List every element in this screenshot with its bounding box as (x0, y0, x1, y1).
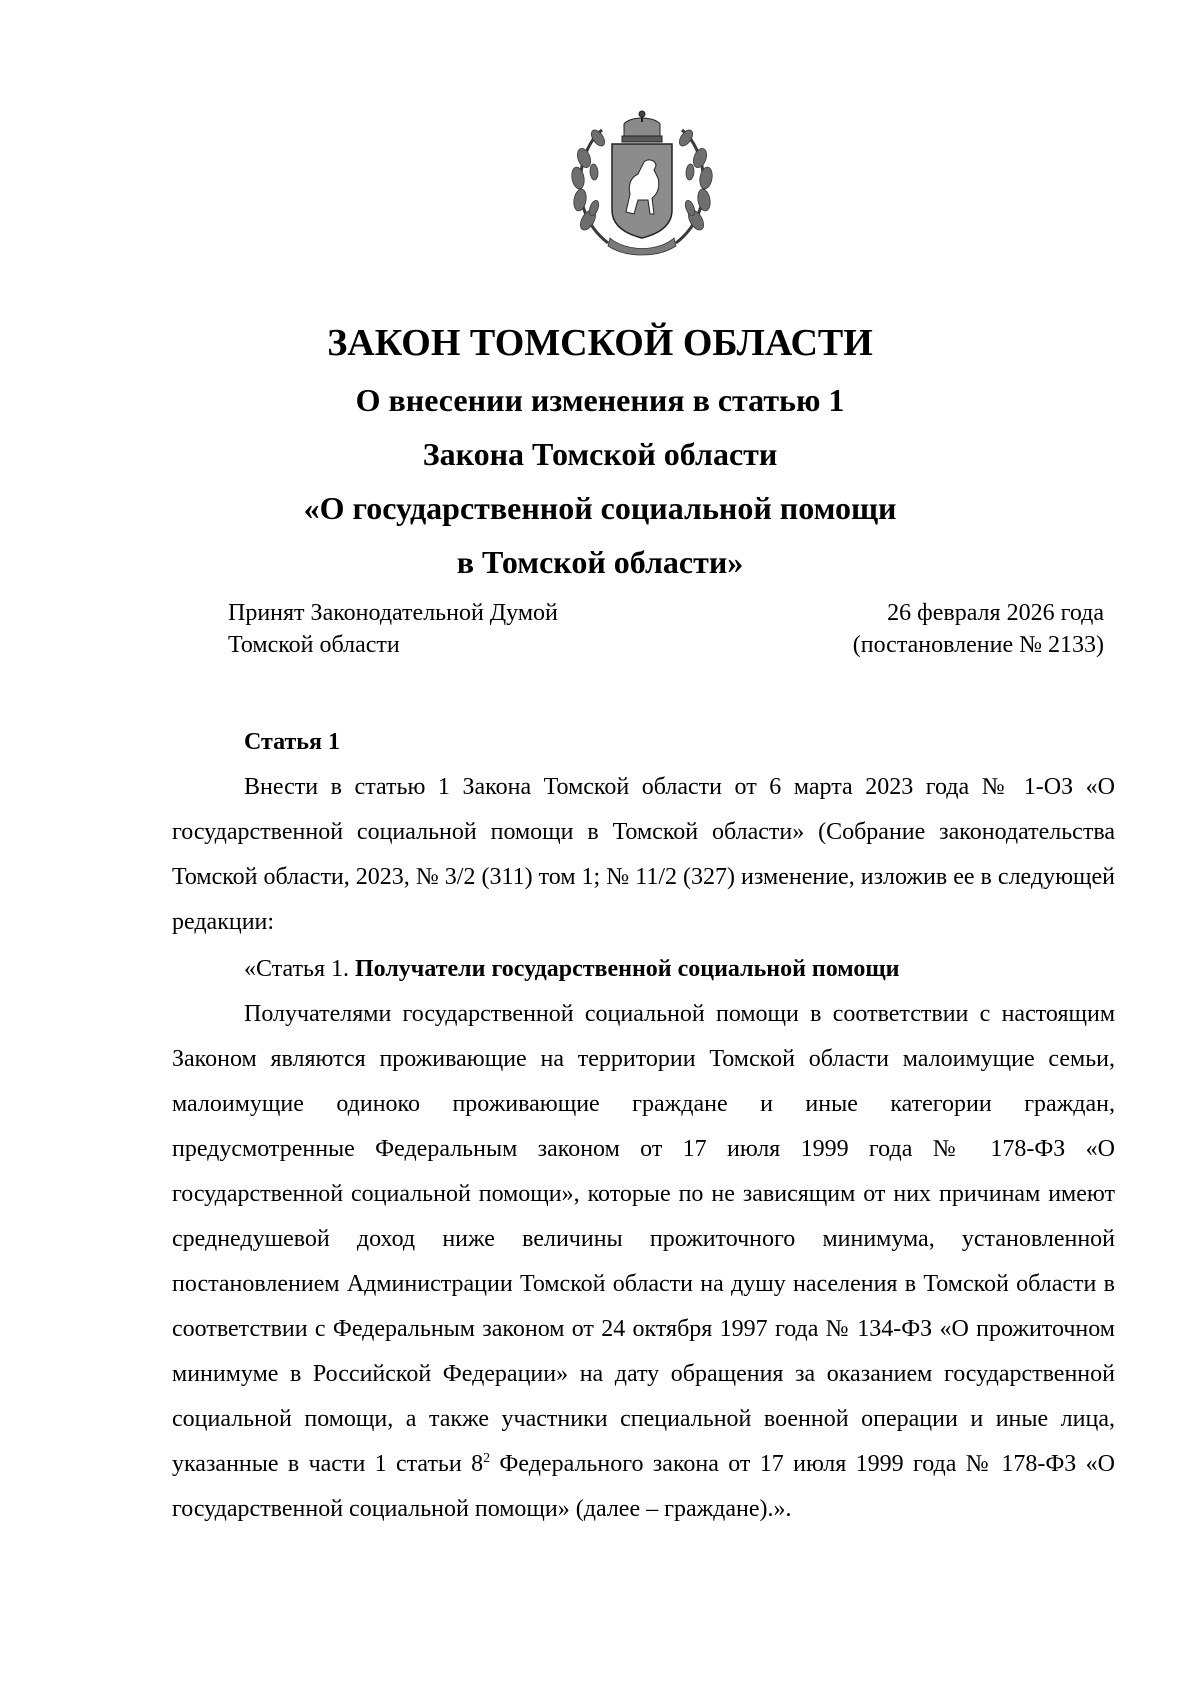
adopting-body (228, 597, 558, 661)
adopting-body-line: Принят Законодательной Думой (228, 600, 558, 626)
quoted-article-title: Получатели государственной социальной помощи (354, 956, 900, 982)
law-title: ЗАКОН ТОМСКОЙ ОБЛАСТИ (327, 322, 873, 364)
title-block (0, 313, 1200, 589)
adopting-body-line: Томской области (228, 632, 400, 658)
law-subtitle-line: в Томской области» (456, 544, 744, 580)
adoption-date: 26 февраля 2026 года (887, 600, 1104, 626)
tomsk-coat-of-arms-emblem (568, 108, 716, 258)
text-part: Федерального закона от 17 июля 1999 года № 178-ФЗ «О государственной социальной помощи» (далее – граждане).». (172, 1451, 1116, 1522)
quoted-article-heading (172, 947, 1115, 992)
article-heading: Статья 1 (244, 729, 340, 755)
superscript: 2 (483, 1451, 491, 1466)
quoted-article-text (172, 992, 1115, 1532)
quoted-article-prefix: «Статья 1. (244, 956, 349, 982)
law-body (172, 720, 1115, 1532)
resolution-number: (постановление № 2133) (852, 632, 1104, 658)
adoption-date-block (853, 597, 1104, 661)
law-subtitle-line: О внесении изменения в статью 1 (355, 382, 845, 418)
article-intro-paragraph: Внести в статью 1 Закона Томской области от 6 марта 2023 года № 1-ОЗ «О государственной социальной помощи в Томской области» (Собрание законодательства Томской области, 2023, № 3/2 (311) том 1; № 11/2 (327) изменение, изложив ее в следующей редакции: (172, 774, 1115, 935)
law-subtitle-line: «О государственной социальной помощи (303, 490, 897, 526)
law-subtitle-line: Закона Томской области (422, 436, 778, 472)
text-part: Получателями государственной социальной помощи в соответствии с настоящим Законом являются проживающие на территории Томской области малоимущие семьи, малоимущие одиноко проживающие граждане и иные категории граждан, предусмотренные Федеральным законом от 17 июля 1999 года № 178-ФЗ «О государственной социальной помощи», которые по не зависящим от них причинам имеют среднедушевой доход ниже величины прожиточного минимума, установленной постановлением Администрации Томской области на душу населения в Томской области в соответствии с Федеральным законом от 24 октября 1997 года № 134-ФЗ «О прожиточном минимуме в Российской Федерации» на дату обращения за оказанием государственной социальной помощи, а также участники специальной военной операции и иные лица, указанные в части 1 статьи 8 (172, 1001, 1115, 1477)
